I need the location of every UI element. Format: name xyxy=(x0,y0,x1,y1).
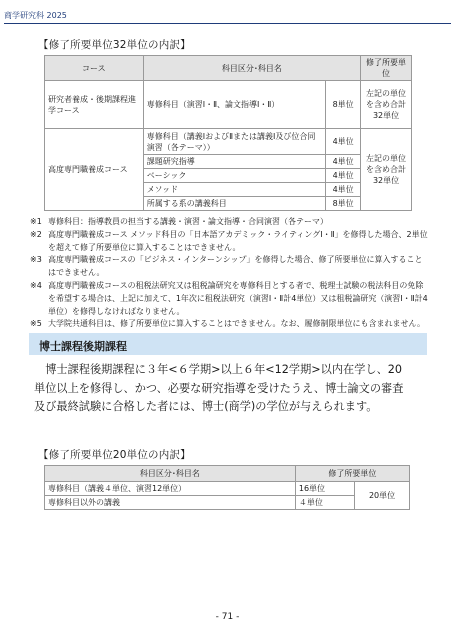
paragraph-line: 及び最終試験に合格した者には、博士(商学)の学位が与えられます。 xyxy=(34,400,378,413)
total-cell: 左記の単位を含め合計32単位 xyxy=(361,129,412,211)
course-researcher: 研究者養成・後期課程進学コース xyxy=(45,81,144,129)
units-cell: 4単位 xyxy=(326,183,361,197)
header-category: 科目区分･科目名 xyxy=(143,56,360,81)
subject-cell: 所属する系の講義科目 xyxy=(143,197,325,211)
header-course: コース xyxy=(45,56,144,81)
table-row xyxy=(45,482,410,496)
footnote-text: 高度専門職養成コースの「ビジネス・インターンシップ」を修得した場合、修了所要単位に算入することはできません。 xyxy=(48,255,423,278)
table2-caption: 【修了所要単位20単位の内訳】 xyxy=(38,449,191,461)
footnote-mark: ※5 xyxy=(30,319,42,329)
header-title: 商学研究科 2025 xyxy=(4,11,67,20)
paragraph-line: 博士課程後期課程に３年<６学期>以上６年<12学期>以内在学し、20 xyxy=(34,363,403,376)
footnote xyxy=(30,229,430,255)
subject-cell: メソッド xyxy=(143,183,325,197)
total-cell: 20単位 xyxy=(355,482,410,510)
table-header-row xyxy=(45,466,410,482)
table-row xyxy=(45,129,412,155)
footnote-mark: ※1 xyxy=(30,217,42,226)
units-cell: 4単位 xyxy=(326,129,361,155)
units-cell: 8単位 xyxy=(326,197,361,211)
subject-cell: 専修科目以外の講義 xyxy=(45,496,296,510)
subject-cell: 専修科目（演習Ⅰ・Ⅱ、論文指導Ⅰ・Ⅱ） xyxy=(143,81,325,129)
header-credits: 修了所要単位 xyxy=(295,466,409,482)
subject-cell: 課題研究指導 xyxy=(143,155,325,169)
units-cell: 4単位 xyxy=(326,155,361,169)
units-cell: 16単位 xyxy=(295,482,354,496)
header-credits: 修了所要単位 xyxy=(361,56,412,81)
credits-table-doctoral xyxy=(44,465,410,510)
total-cell: 左記の単位を含め合計32単位 xyxy=(361,81,412,129)
table-row xyxy=(45,81,412,129)
footnote-text: 専修科目：指導教員の担当する講義・演習・論文指導・合同演習（各テーマ） xyxy=(48,217,328,226)
doctoral-paragraph xyxy=(34,361,430,417)
course-professional: 高度専門職養成コース xyxy=(45,129,144,211)
footnote-mark: ※4 xyxy=(30,280,42,290)
subject-cell: 専修科目（講義ⅠおよびⅡまたは講義Ⅰ及び位合同演習（各テーマ）） xyxy=(143,129,325,155)
subject-cell: 専修科目（講義４単位、演習12単位） xyxy=(45,482,296,496)
header-category: 科目区分･科目名 xyxy=(45,466,296,482)
paragraph-line: 単位以上を修得し、かつ、必要な研究指導を受けたうえ、博士論文の審査 xyxy=(34,381,404,395)
page-header xyxy=(0,0,455,26)
footnote-text: 高度専門職養成コース メソッド科目の「日本語アカデミック・ライティングⅠ・Ⅱ」を修得した場合、2単位を超えて修了所要単位に算入することはできません。 xyxy=(48,229,428,252)
units-cell: 8単位 xyxy=(326,81,361,129)
footnote-mark: ※3 xyxy=(30,255,42,265)
header-rule xyxy=(4,23,451,24)
subject-cell: ベーシック xyxy=(143,169,325,183)
units-cell: 4単位 xyxy=(326,169,361,183)
table-header-row xyxy=(45,56,412,81)
footnote xyxy=(30,280,430,318)
footnote-mark: ※2 xyxy=(30,229,42,239)
footnote xyxy=(30,254,430,280)
footnotes xyxy=(30,216,430,331)
footnote xyxy=(30,216,430,229)
section-heading: 博士課程後期課程 xyxy=(39,340,127,353)
page-number: - 71 - xyxy=(215,612,240,622)
footnote xyxy=(30,318,430,331)
credits-table-master xyxy=(44,55,412,211)
footnote-text: 高度専門職養成コースの租税法研究又は租税論研究を専修科目とする者で、税理士試験の税法科目の免除を希望する場合は、上記に加えて、1年次に租税法研究（演習Ⅰ・Ⅱ計4単位）又は租税論研究（演習Ⅰ・Ⅱ計4単位）を修得しなければなりません。 xyxy=(48,280,428,316)
section-heading-band xyxy=(29,333,427,355)
footnote-text: 大学院共通科目は、修了所要単位に算入することはできません。なお、履修制限単位にも含まれません。 xyxy=(48,319,425,329)
units-cell: ４単位 xyxy=(295,496,354,510)
table1-caption: 【修了所要単位32単位の内訳】 xyxy=(38,39,191,51)
